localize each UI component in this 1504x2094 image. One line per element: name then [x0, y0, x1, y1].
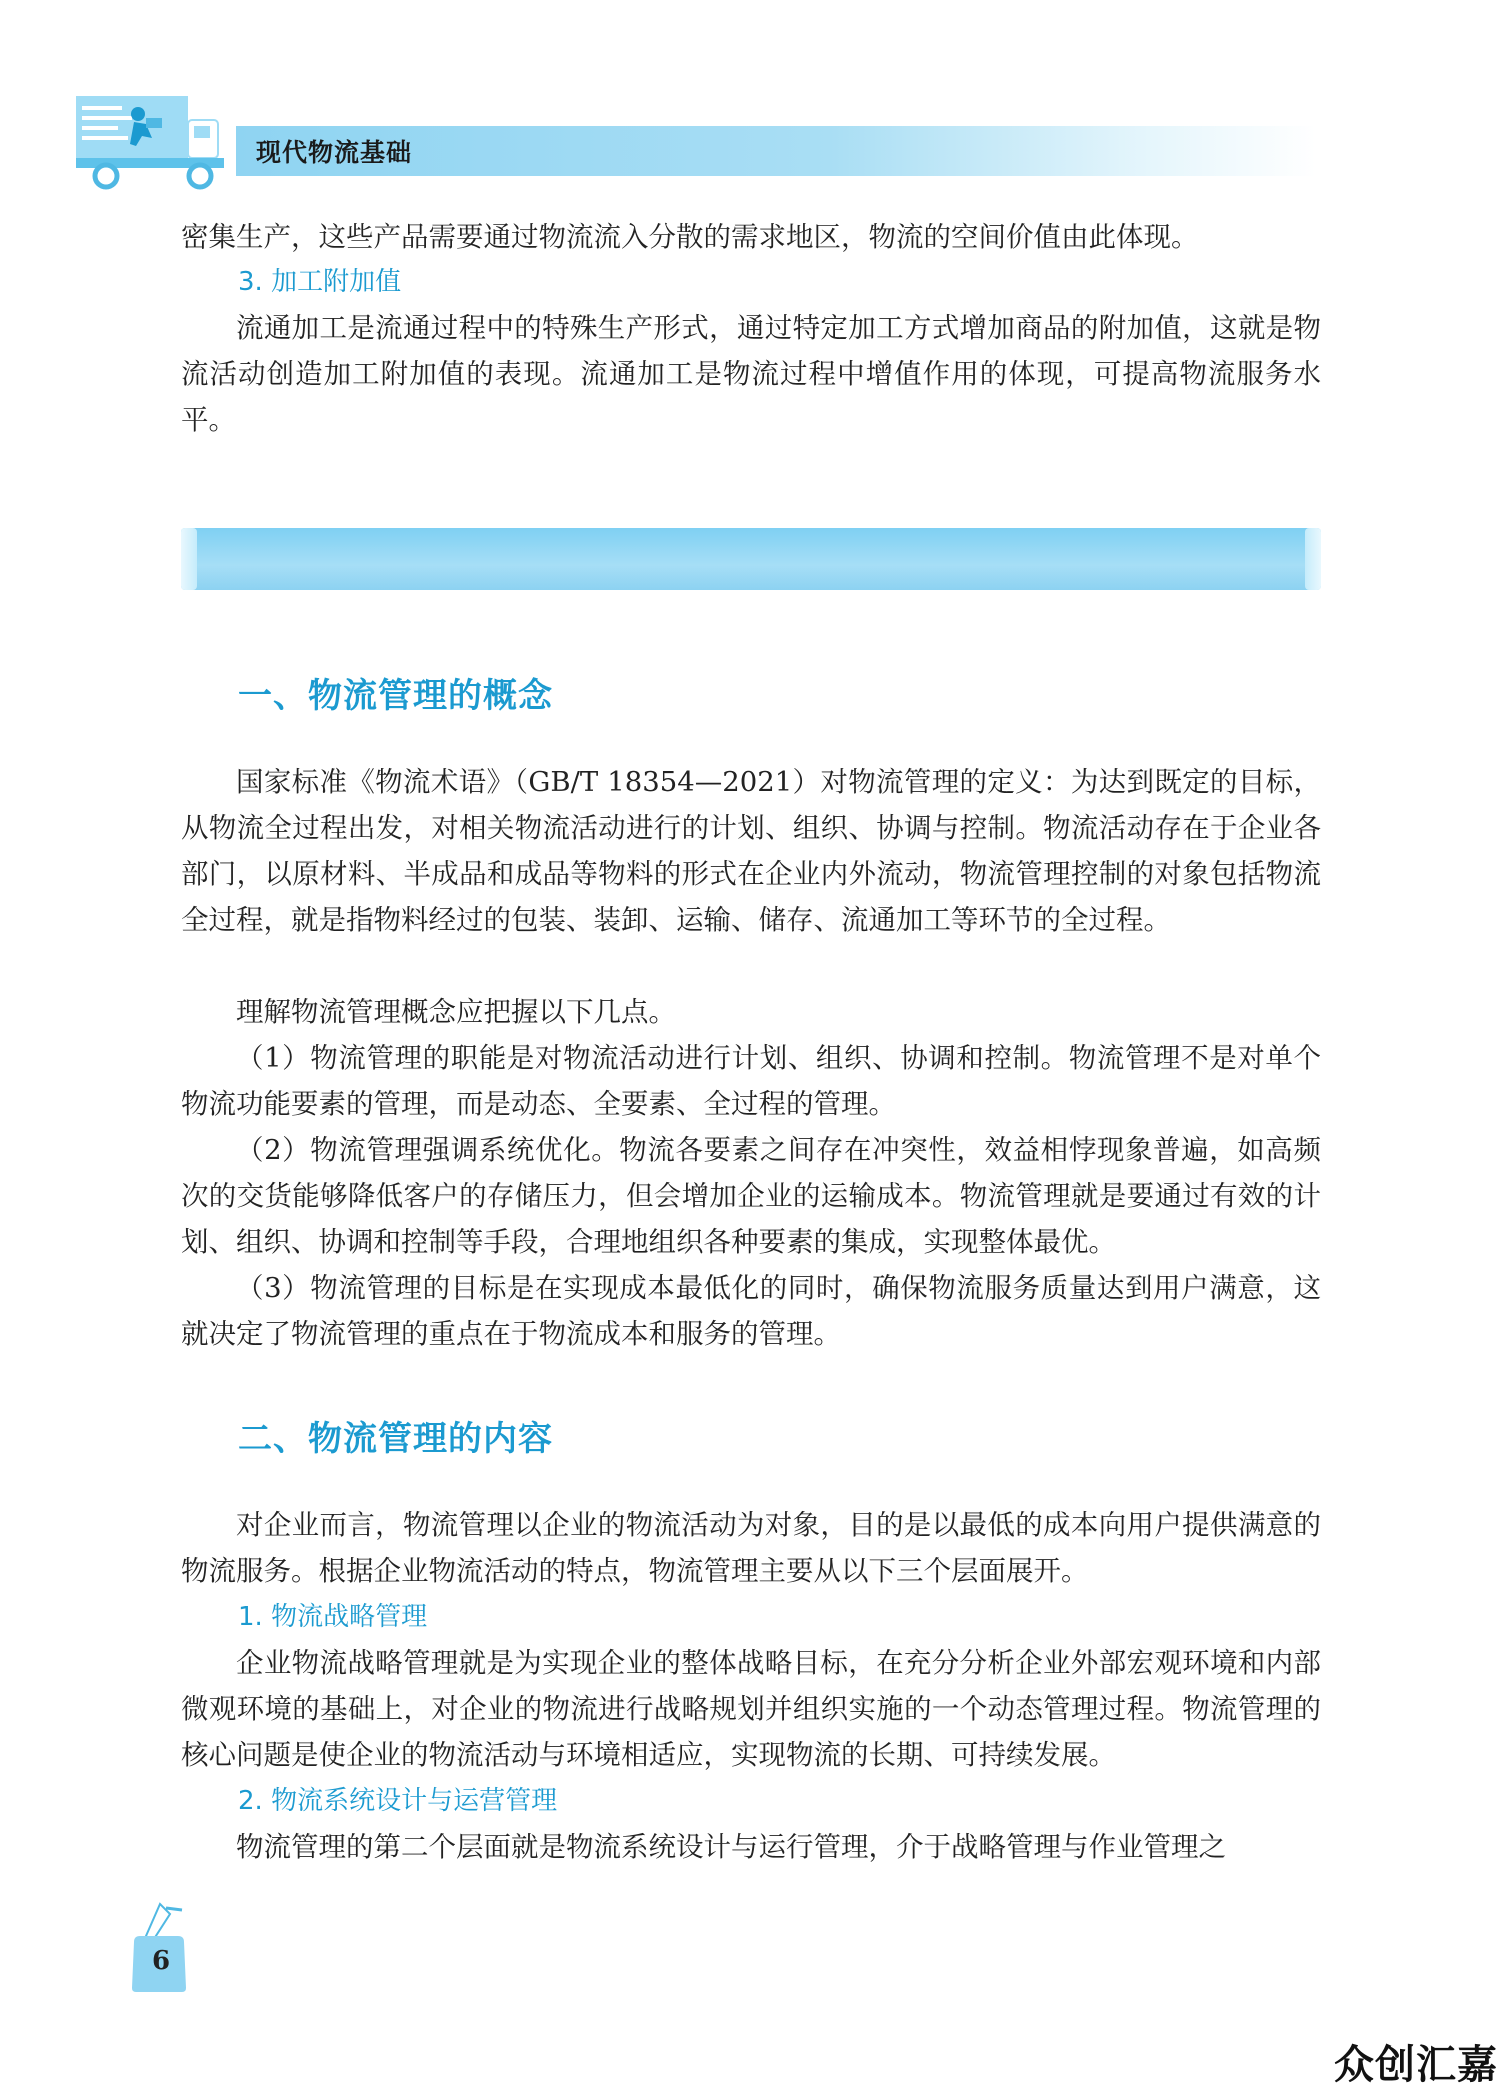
subheading-value-added: 3. 加工附加值	[238, 267, 402, 297]
paragraph-definition: 国家标准《物流术语》（GB/T 18354—2021）对物流管理的定义：为达到既定的目标，从物流全过程出发，对相关物流活动进行的计划、组织、协调与控制。物流活动存在于企业各部门，以原材料、半成品和成品等物料的形式在企业内外流动，物流管理控制的对象包括物流全过程，就是指物料经过的包装、装卸、运输、储存、流通加工等环节的全过程。	[181, 766, 1321, 936]
paragraph-strategy: 企业物流战略管理就是为实现企业的整体战略目标，在充分分析企业外部宏观环境和内部微观环境的基础上，对企业的物流进行战略规划并组织实施的一个动态管理过程。物流管理的核心问题是使企业的物流活动与环境相适应，实现物流的长期、可持续发展。	[181, 1647, 1321, 1771]
paragraph-point-3: （3）物流管理的目标是在实现成本最低化的同时，确保物流服务质量达到用户满意，这就决定了物流管理的重点在于物流成本和服务的管理。	[181, 1272, 1321, 1350]
section-banner	[181, 528, 1321, 590]
delivery-truck-icon	[76, 96, 226, 192]
paragraph-system-design: 物流管理的第二个层面就是物流系统设计与运行管理，介于战略管理与作业管理之	[236, 1831, 1226, 1863]
paragraph-point-2: （2）物流管理强调系统优化。物流各要素之间存在冲突性，效益相悖现象普遍，如高频次的交货能够降低客户的存储压力，但会增加企业的运输成本。物流管理就是要通过有效的计划、组织、协调和控制等手段，合理地组织各种要素的集成，实现整体最优。	[181, 1134, 1321, 1258]
subheading-system-design: 2. 物流系统设计与运营管理	[238, 1786, 558, 1816]
page-number: 6	[151, 1946, 171, 1976]
paragraph-point-1: （1）物流管理的职能是对物流活动进行计划、组织、协调和控制。物流管理不是对单个物流功能要素的管理，而是动态、全要素、全过程的管理。	[181, 1042, 1321, 1120]
watermark-logo: 众创汇嘉	[1334, 2042, 1498, 2088]
section-heading-content: 二、物流管理的内容	[238, 1419, 553, 1459]
section-heading-concept: 一、物流管理的概念	[238, 676, 553, 716]
subheading-strategy: 1. 物流战略管理	[238, 1602, 428, 1632]
paragraph-value-added: 流通加工是流通过程中的特殊生产形式，通过特定加工方式增加商品的附加值，这就是物流活动创造加工附加值的表现。流通加工是物流过程中增值作用的体现，可提高物流服务水平。	[181, 312, 1321, 436]
paragraph-content-intro: 对企业而言，物流管理以企业的物流活动为对象，目的是以最低的成本向用户提供满意的物流服务。根据企业物流活动的特点，物流管理主要从以下三个层面展开。	[181, 1509, 1321, 1587]
continued-paragraph: 密集生产，这些产品需要通过物流流入分散的需求地区，物流的空间价值由此体现。	[181, 221, 1199, 253]
book-title: 现代物流基础	[256, 138, 413, 167]
paragraph-understanding: 理解物流管理概念应把握以下几点。	[236, 996, 676, 1028]
